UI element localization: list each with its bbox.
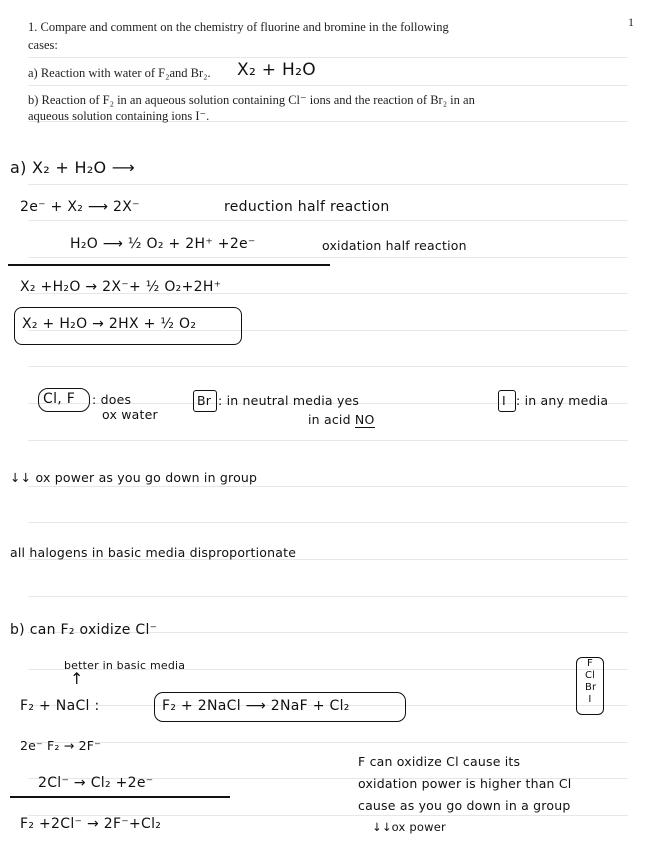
reduction-label: reduction half reaction <box>224 199 390 215</box>
question-line-2: cases: <box>28 38 58 52</box>
question-part-a: a) Reaction with water of F₂and Br₂. <box>28 66 211 80</box>
ruled-line <box>28 85 628 86</box>
part-a-heading: a) X₂ + H₂O ⟶ <box>10 158 136 177</box>
half-reaction-1: 2e⁻ F₂ → 2F⁻ <box>20 738 101 753</box>
i-label: I <box>502 393 506 408</box>
ruled-line <box>28 366 628 367</box>
oxidation-label: oxidation half reaction <box>322 238 467 253</box>
ruled-line <box>28 220 628 221</box>
halogen-br: Br <box>585 682 597 693</box>
comment-line-4: ↓↓ox power <box>372 820 446 834</box>
boxed-equation: X₂ + H₂O → 2HX + ½ O₂ <box>22 316 197 332</box>
halogen-i: I <box>588 694 592 705</box>
sum-divider-line <box>8 264 330 266</box>
half-reaction-2: 2Cl⁻ → Cl₂ +2e⁻ <box>38 775 154 791</box>
i-box <box>498 390 516 412</box>
boxed-b-equation: F₂ + 2NaCl ⟶ 2NaF + Cl₂ <box>162 698 350 714</box>
i-text: : in any media <box>516 393 609 408</box>
br-text-1: : in neutral media yes <box>218 393 360 408</box>
up-arrow-icon: ↑ <box>70 669 84 688</box>
br-text-2 <box>308 412 375 427</box>
oxidation-equation: H₂O ⟶ ½ O₂ + 2H⁺ +2e⁻ <box>70 236 256 252</box>
net-divider-line <box>10 796 230 798</box>
ruled-line <box>28 486 628 487</box>
page-number: 1 <box>628 15 634 29</box>
halogen-column <box>585 658 595 706</box>
summed-equation: X₂ +H₂O → 2X⁻+ ½ O₂+2H⁺ <box>20 279 222 295</box>
comment-line-1: F can oxidize Cl cause its <box>358 754 521 769</box>
part-a-handwritten-equation: X₂ + H₂O <box>237 60 316 80</box>
cl-f-label: Cl, F <box>43 391 76 407</box>
ruled-line <box>28 440 628 441</box>
net-equation: F₂ +2Cl⁻ → 2F⁻+Cl₂ <box>20 816 162 832</box>
better-basic-media: better in basic media <box>64 659 186 672</box>
br-label: Br <box>197 393 212 408</box>
ruled-line <box>28 57 628 58</box>
part-b-heading: b) can F₂ oxidize Cl⁻ <box>10 622 158 638</box>
ox-power-note: ↓↓ ox power as you go down in group <box>10 470 258 485</box>
cl-f-text-2: ox water <box>102 407 158 422</box>
br-text-2b: NO <box>354 412 375 427</box>
f2-nacl-label: F₂ + NaCl : <box>20 698 100 714</box>
ruled-line <box>28 596 628 597</box>
question-line-1: 1. Compare and comment on the chemistry of fluorine and bromine in the following <box>28 20 449 34</box>
comment-line-3: cause as you go down in a group <box>358 798 571 813</box>
ruled-line <box>28 184 628 185</box>
halogen-f: F <box>587 658 593 669</box>
cl-f-text-1: : does <box>92 392 132 407</box>
question-part-b-line-1: b) Reaction of F₂ in an aqueous solution containing Cl⁻ ions and the reaction of Br₂ in an <box>28 93 475 107</box>
halogen-cl: Cl <box>585 670 596 681</box>
ruled-line <box>28 522 628 523</box>
question-part-b-line-2: aqueous solution containing ions I⁻. <box>28 109 210 123</box>
ruled-line <box>28 742 628 743</box>
basic-media-note: all halogens in basic media disproportionate <box>10 545 297 560</box>
br-text-2a: in acid <box>308 412 351 427</box>
ruled-line <box>28 257 628 258</box>
comment-line-2: oxidation power is higher than Cl <box>358 776 572 791</box>
reduction-equation: 2e⁻ + X₂ ⟶ 2X⁻ <box>20 199 140 215</box>
